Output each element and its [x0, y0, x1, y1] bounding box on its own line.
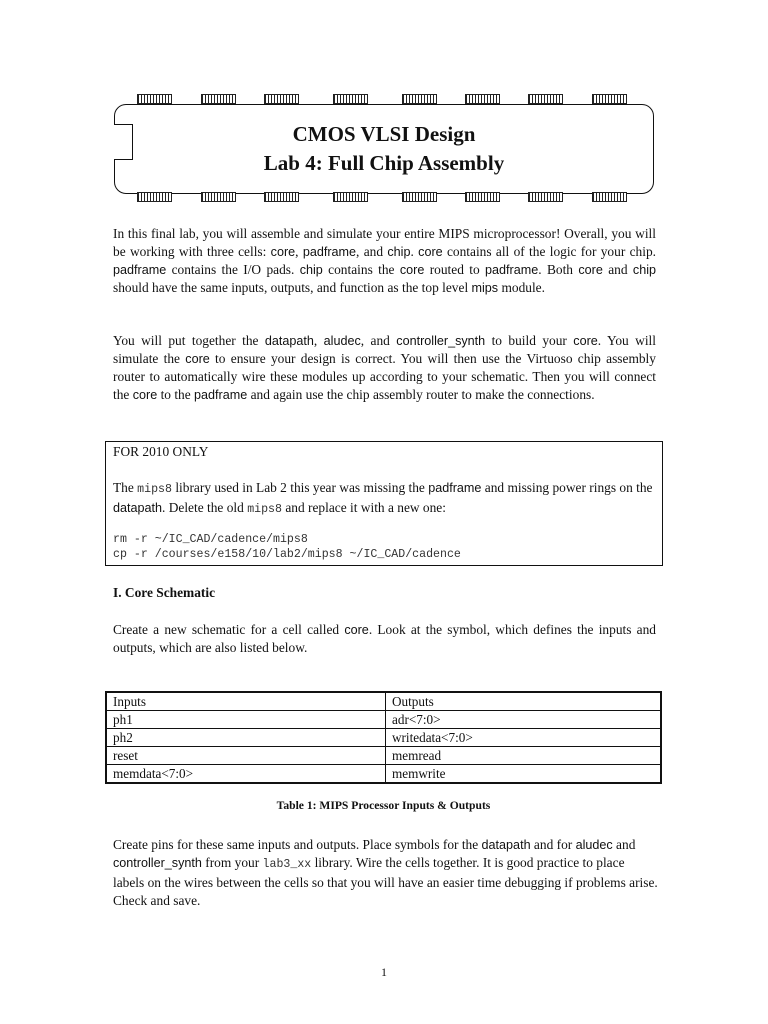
- note-2010-box: [105, 441, 663, 566]
- note-2010-text: The mips8 library used in Lab 2 this year was missing the padframe and missing power rings on the datapath. Delete the old mips8 and replace it with a new one:: [113, 480, 653, 517]
- chip-pin-bottom: [592, 192, 627, 202]
- chip-pin-bottom: [465, 192, 500, 202]
- table-caption: Table 1: MIPS Processor Inputs & Outputs: [276, 799, 491, 812]
- table-cell: ph2: [106, 729, 386, 747]
- assembly-paragraph: You will put together the datapath, aludec, and controller_synth to build your core. You will simulate the core to ensure your design is correct. You will then use the Virtuoso chip assembly router to automatically wire these modules up according to your schematic. Then you will connect the core to the padframe and again use the chip assembly router to make the connections.: [113, 333, 656, 403]
- chip-body: [114, 104, 654, 194]
- table-row: [106, 765, 661, 784]
- section-heading: I. Core Schematic: [113, 585, 216, 600]
- pins-paragraph: Create pins for these same inputs and outputs. Place symbols for the datapath and for aludec and controller_synth from your lab3_xx library. Wire the cells together. It is good practice to place labels on the wires between the cells so that you will have an easier time debugging if problems arise. Check and save.: [113, 837, 658, 909]
- table-cell: memdata<7:0>: [106, 765, 386, 784]
- table-cell: memread: [386, 747, 662, 765]
- chip-pin-bottom: [402, 192, 437, 202]
- chip-pin-bottom: [137, 192, 172, 202]
- table-cell: reset: [106, 747, 386, 765]
- chip-pin-top: [137, 94, 172, 104]
- io-table: [105, 691, 662, 784]
- intro-paragraph: In this final lab, you will assemble and simulate your entire MIPS microprocessor! Overall, you will be working with three cells: core, padframe, and chip. core contains all of the logic for your chip. padframe contains the I/O pads. chip contains the core routed to padframe. Both core and chip should have the same inputs, outputs, and function as the top level mips module.: [113, 226, 657, 296]
- table-header-inputs: Inputs: [106, 692, 386, 711]
- chip-pin-top: [402, 94, 437, 104]
- chip-pin-top: [201, 94, 236, 104]
- table-cell: ph1: [106, 711, 386, 729]
- note-2010-heading: FOR 2010 ONLY: [113, 444, 209, 459]
- title-chip-graphic: [114, 94, 654, 206]
- table-cell: memwrite: [386, 765, 662, 784]
- document-title: CMOS VLSI Design: [292, 122, 476, 146]
- table-row: [106, 729, 661, 747]
- chip-pin-top: [264, 94, 299, 104]
- chip-pin-top: [465, 94, 500, 104]
- section1-paragraph: Create a new schematic for a cell called core. Look at the symbol, which defines the inputs and outputs, which are also listed below.: [113, 622, 656, 656]
- chip-pin-top: [528, 94, 563, 104]
- page-number: 1: [381, 965, 387, 979]
- command-copy: cp -r /courses/e158/10/lab2/mips8 ~/IC_CAD/cadence: [113, 548, 461, 561]
- chip-pin-bottom: [333, 192, 368, 202]
- chip-pin-bottom: [201, 192, 236, 202]
- command-remove: rm -r ~/IC_CAD/cadence/mips8: [113, 533, 308, 546]
- chip-pin-bottom: [528, 192, 563, 202]
- table-row: [106, 747, 661, 765]
- document-subtitle: Lab 4: Full Chip Assembly: [263, 151, 505, 175]
- chip-pin-top: [592, 94, 627, 104]
- chip-pin-bottom: [264, 192, 299, 202]
- table-header-outputs: Outputs: [386, 692, 662, 711]
- table-row: [106, 711, 661, 729]
- table-cell: writedata<7:0>: [386, 729, 662, 747]
- chip-pin-top: [333, 94, 368, 104]
- table-cell: adr<7:0>: [386, 711, 662, 729]
- table-header-row: [106, 692, 661, 711]
